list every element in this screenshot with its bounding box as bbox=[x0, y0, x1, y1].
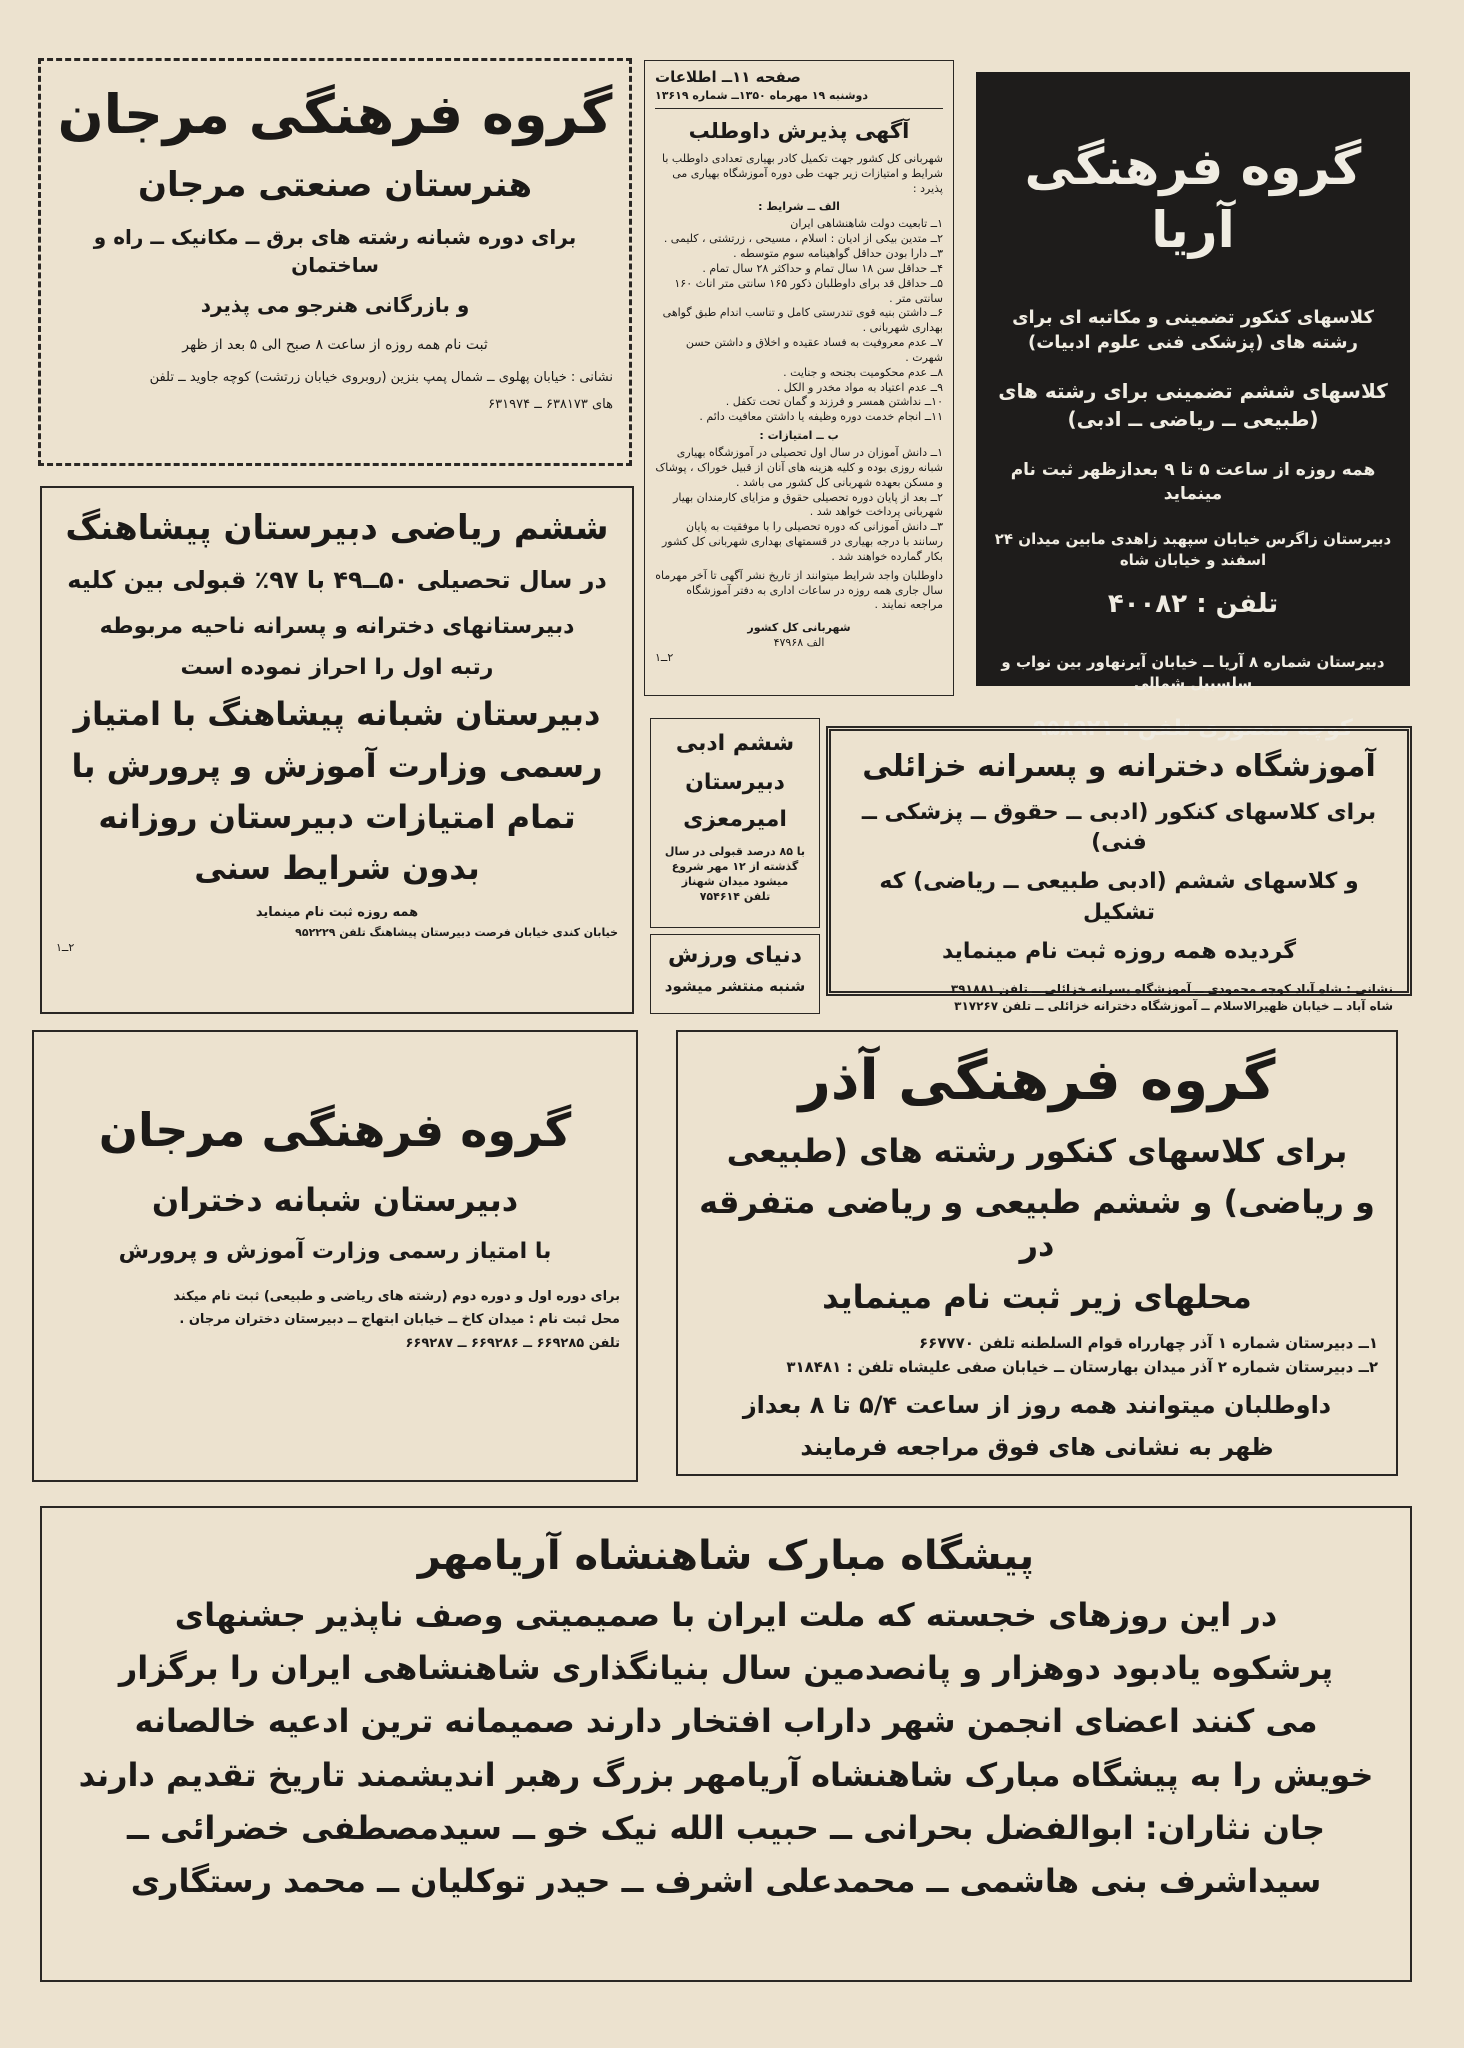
ad-khazali bbox=[826, 726, 1412, 1013]
notice-benefits bbox=[655, 446, 943, 565]
ad-subtitle: دبیرستان شبانه دختران bbox=[151, 1180, 519, 1219]
ad-line: همه روزه از ساعت ۵ تا ۹ بعدازظهر ثبت نام مینماید bbox=[1010, 460, 1376, 505]
ad-address: خیابان کندی خیابان فرصت دبیرستان پیشاهنگ تلفن ۹۵۲۲۲۹ bbox=[295, 925, 618, 939]
ad-phone: تلفن ۶۶۹۲۸۵ ــ ۶۶۹۲۸۶ ــ ۶۶۹۲۸۷ bbox=[405, 1335, 620, 1351]
ad-line: برای دوره شبانه رشته های برق ــ مکانیک ــ راه و ساختمان bbox=[93, 224, 577, 277]
condition-item: ۱۱ــ انجام خدمت دوره وظیفه یا داشتن معافیت دائم . bbox=[699, 410, 943, 424]
greeting-title: پیشگاه مبارک شاهنشاه آریامهر bbox=[417, 1533, 1035, 1579]
condition-item: ۵ــ حداقل قد برای داوطلبان ذکور ۱۶۵ سانتی متر اناث ۱۶۰ سانتی متر . bbox=[674, 276, 943, 305]
ad-address: نشانی : خیابان پهلوی ــ شمال پمپ بنزین (روبروی خیابان زرتشت) کوچه جاوید ــ تلفن bbox=[149, 369, 613, 385]
ad-line: دبیرستان زاگرس خیابان سپهبد زاهدی مابین میدان ۲۴ اسفند و خیابان شاه bbox=[994, 529, 1392, 569]
ad-line: ثبت نام همه روزه از ساعت ۸ صبح الی ۵ بعد از ظهر bbox=[182, 336, 488, 353]
ad-marjan-girls bbox=[32, 1030, 638, 1482]
ad-line: با امتیاز رسمی وزارت آموزش و پرورش bbox=[118, 1239, 552, 1265]
ad-line: کلاسهای کنکور تضمینی و مکاتبه ای برای رشته های (پزشکی فنی علوم ادبیات) bbox=[1012, 307, 1374, 354]
ad-address: ۱ــ دبیرستان شماره ۱ آذر چهارراه قوام السلطنه تلفن ۶۶۷۷۷۰ bbox=[918, 1333, 1378, 1352]
ad-title: گروه فرهنگی آریا bbox=[1024, 138, 1362, 259]
ad-address: محل ثبت نام : میدان کاخ ــ خیابان ابتهاج ــ دبیرستان دختران مرجان . bbox=[179, 1312, 620, 1328]
ad-line: دبیرستانهای دخترانه و پسرانه ناحیه مربوطه bbox=[99, 613, 575, 639]
ad-line: داوطلبان میتوانند همه روز از ساعت ۵/۴ تا ۸ بعداز bbox=[742, 1391, 1332, 1420]
ad-line: و کلاسهای ششم (ادبی طبیعی ــ ریاضی) که تشکیل bbox=[879, 869, 1359, 925]
notice-intro: شهربانی کل کشور جهت تکمیل کادر بهیاری تعدادی داوطلب با شرایط و امتیازات زیر جهت طی دوره آموزشگاه بهیاری می پذیرد : bbox=[661, 151, 943, 195]
greeting-signatories: جان نثاران: ابوالفضل بحرانی ــ حبیب الله نیک خو ــ سیدمصطفی خضرائی ــ bbox=[126, 1808, 1326, 1847]
ad-line: دبیرستان bbox=[685, 769, 785, 795]
notice-closing: داوطلبان واجد شرایط میتوانند از تاریخ نشر آگهی تا آخر مهرماه سال جاری همه روزه در ساعات اداری به دفتر آموزشگاه مراجعه نمایند . bbox=[655, 568, 943, 612]
ad-title: گروه فرهنگی مرجان bbox=[57, 83, 613, 146]
ad-ref: ۲ــ۱ bbox=[56, 940, 75, 954]
ad-address: نشانی : شاه آباد کوچه محمودی ــ آموزشگاه پسرانه خزائلی ــ تلفن ۳۹۱۸۸۱ bbox=[950, 982, 1393, 997]
condition-item: ۸ــ عدم محکومیت بجنحه و جنایت . bbox=[783, 365, 943, 379]
notice-conditions bbox=[655, 217, 943, 425]
ad-title: ششم ادبی bbox=[675, 731, 795, 756]
ad-title: ششم ریاضی دبیرستان پیشاهنگ bbox=[65, 508, 609, 548]
ad-line: رسمی وزارت آموزش و پرورش با bbox=[71, 746, 603, 785]
condition-item: ۹ــ عدم اعتیاد به مواد مخدر و الکل . bbox=[776, 380, 943, 394]
ad-marjan-technical bbox=[38, 58, 632, 466]
ad-line: محلهای زیر ثبت نام مینماید bbox=[822, 1277, 1252, 1316]
ad-line: دبیرستان شبانه پیشاهنگ با امتیاز bbox=[73, 695, 601, 734]
ad-phone: تلفن ۷۵۴۶۱۴ bbox=[699, 889, 771, 903]
police-notice-column bbox=[644, 60, 954, 696]
issue-date: دوشنبه ۱۹ مهرماه ۱۳۵۰ــ شماره ۱۳۶۱۹ bbox=[655, 88, 868, 102]
notice-ref: ۲ــ۱ bbox=[655, 650, 674, 664]
greeting-line: پرشکوه یادبود دوهزار و پانصدمین سال بنیانگذاری شاهنشاهی ایران را برگزار bbox=[118, 1649, 1334, 1688]
ad-title: آموزشگاه دخترانه و پسرانه خزائلی bbox=[862, 749, 1376, 784]
ad-sport-magazine bbox=[650, 934, 820, 1014]
ad-line: شنبه منتشر میشود bbox=[664, 976, 806, 995]
ad-subtitle: هنرستان صنعتی مرجان bbox=[137, 164, 533, 205]
ad-azar bbox=[676, 1030, 1398, 1476]
ad-line: و ریاضی) و ششم طبیعی و ریاضی متفرقه در bbox=[699, 1183, 1375, 1265]
ad-body: با ۸۵ درصد قبولی در سال گذشته از ۱۲ مهر شروع میشود میدان شهناز bbox=[664, 845, 806, 889]
ad-line: برای کلاسهای کنکور (ادبی ــ حقوق ــ پزشکی ــ فنی) bbox=[861, 799, 1377, 856]
ad-amir-moezzi bbox=[650, 718, 820, 928]
condition-item: ۴ــ حداقل سن ۱۸ سال تمام و حداکثر ۲۸ سال تمام . bbox=[702, 261, 943, 275]
ad-line: ظهر به نشانی های فوق مراجعه فرمایند bbox=[800, 1432, 1274, 1461]
ad-line: گردیده همه روزه ثبت نام مینماید bbox=[941, 938, 1297, 964]
benefit-item: ۲ــ بعد از پایان دوره تحصیلی حقوق و مزایای کارمندان بهیار شهربانی پرداخت خواهد شد . bbox=[673, 490, 943, 519]
condition-item: ۲ــ متدین بیکی از ادیان : اسلام ، مسیحی ، زرتشتی ، کلیمی . bbox=[663, 232, 943, 246]
ad-address: ۲ــ دبیرستان شماره ۲ آذر میدان بهارستان ــ خیابان صفی علیشاه تلفن : ۳۱۸۴۸۱ bbox=[786, 1358, 1378, 1376]
ad-line: تمام امتیازات دبیرستان روزانه bbox=[98, 797, 576, 836]
ad-line: بدون شرایط سنی bbox=[194, 848, 480, 887]
greeting-line: می کنند اعضای انجمن شهر داراب افتخار دارند صمیمانه ترین ادعیه خالصانه bbox=[134, 1702, 1318, 1741]
ad-phone: تلفن : ۴۰۰۸۲ bbox=[1107, 588, 1279, 619]
ad-pishahang bbox=[40, 486, 634, 1014]
ad-title: گروه فرهنگی مرجان bbox=[98, 1103, 572, 1157]
condition-item: ۶ــ داشتن بنیه قوی تندرستی کامل و تناسب اندام طبق گواهی بهداری شهربانی . bbox=[662, 306, 943, 335]
ad-phone: های ۶۳۸۱۷۳ ــ ۶۳۱۹۷۴ bbox=[488, 396, 613, 412]
ad-phone: کوچه منصوری تلفن : ۹۵۸۹۲۱ bbox=[1033, 716, 1353, 742]
ad-line: همه روزه ثبت نام مینماید bbox=[255, 905, 419, 921]
condition-item: ۳ــ دارا بودن حداقل گواهینامه سوم متوسطه . bbox=[733, 247, 943, 261]
greeting-line: در این روزهای خجسته که ملت ایران با صمیمیتی وصف ناپذیر جشنهای bbox=[174, 1596, 1278, 1634]
ad-line: و بازرگانی هنرجو می پذیرد bbox=[200, 292, 470, 317]
benefit-item: ۳ــ دانش آموزانی که دوره تحصیلی را با موفقیت به پایان رسانند با درجه بهیاری در قسمتهای بهداری شهربانی کل کشور بکار گمارده خواهند شد . bbox=[661, 520, 943, 563]
ad-line: امیرمعزی bbox=[683, 806, 787, 832]
ad-line: برای دوره اول و دوره دوم (رشته های ریاضی و طبیعی) ثبت نام میکند bbox=[173, 1288, 620, 1304]
condition-item: ۱۰ــ نداشتن همسر و فرزند و گمان تحت تکفل . bbox=[725, 395, 943, 409]
condition-item: ۱ــ تابعیت دولت شاهنشاهی ایران bbox=[790, 217, 943, 231]
greeting-signatories: سیداشرف بنی هاشمی ــ محمدعلی اشرف ــ حیدر توکلیان ــ محمد رستگاری bbox=[130, 1861, 1322, 1900]
ad-title: گروه فرهنگی آذر bbox=[798, 1048, 1276, 1113]
ad-arya bbox=[976, 72, 1410, 742]
benefit-item: ۱ــ دانش آموزان در سال اول تحصیلی در آموزشگاه بهیاری شبانه روزی بوده و کلیه هزینه های آنان از قبیل خوراک ، پوشاک و مسکن بعهده شهربانی کل کشور می باشد . bbox=[655, 446, 943, 489]
notice-conditions-heading: الف ــ شرایط : bbox=[758, 199, 840, 213]
greeting-message bbox=[40, 1506, 1412, 1982]
greeting-line: خویش را به پیشگاه مبارک شاهنشاه آریامهر بزرگ رهبر اندیشمند تاریخ تقدیم دارند bbox=[78, 1755, 1374, 1794]
notice-signature: شهربانی کل کشور bbox=[747, 621, 851, 635]
notice-benefits-heading: ب ــ امتیازات : bbox=[759, 429, 839, 443]
notice-title: آگهی پذیرش داوطلب bbox=[688, 118, 910, 143]
ad-address: شاه آباد ــ خیابان ظهیرالاسلام ــ آموزشگاه دخترانه خزائلی ــ تلفن ۳۱۷۲۶۷ bbox=[954, 998, 1393, 1013]
ad-title: دنیای ورزش bbox=[668, 943, 802, 968]
notice-code: الف ۴۷۹۶۸ bbox=[773, 636, 825, 650]
ad-line: در سال تحصیلی ۵۰ــ۴۹ با ۹۷٪ قبولی بین کلیه bbox=[67, 566, 607, 595]
condition-item: ۷ــ عدم معروفیت به فساد عقیده و اخلاق و داشتن حسن شهرت . bbox=[685, 336, 943, 364]
ad-line: رتبه اول را احراز نموده است bbox=[180, 654, 494, 680]
ad-line: کلاسهای ششم تضمینی برای رشته های (طبیعی ــ ریاضی ــ ادبی) bbox=[998, 379, 1388, 432]
page-number: صفحه ۱۱ــ اطلاعات bbox=[655, 68, 801, 86]
ad-line: برای کلاسهای کنکور رشته های (طبیعی bbox=[726, 1132, 1348, 1170]
page-header bbox=[655, 67, 943, 104]
ad-line: دبیرستان شماره ۸ آریا ــ خیابان آیرنهاور بین نواب و سلسبیل شمالی bbox=[1001, 653, 1385, 693]
